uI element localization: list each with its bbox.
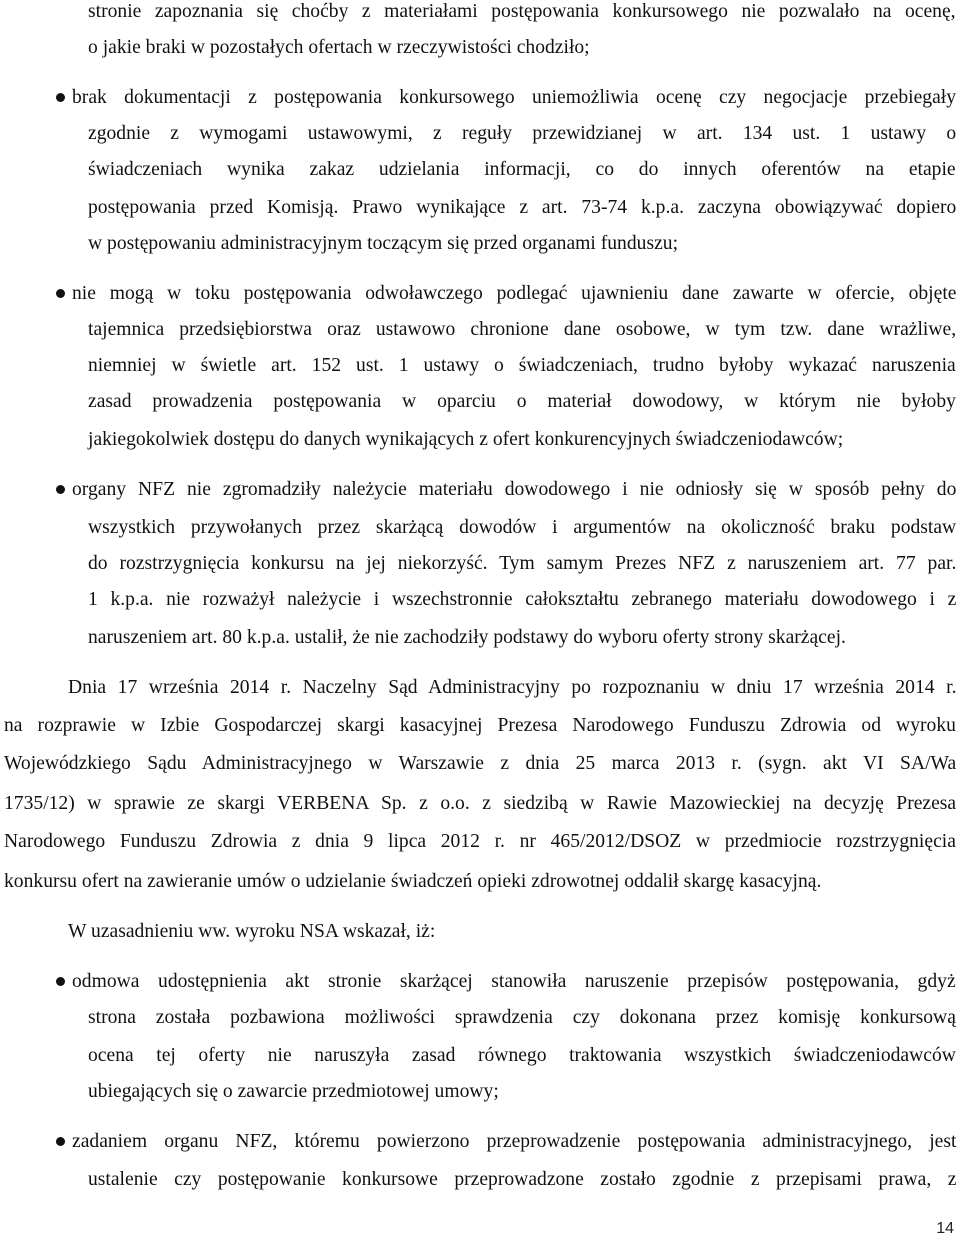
- list-item-text-line: zgodnie z wymogami ustawowymi, z reguły przewidzianej w art. 134 ust. 1 ustawy o: [88, 123, 957, 144]
- paragraph-text-line: Wojewódzkiego Sądu Administracyjnego w Warszawie z dnia 25 marca 2013 r. (sygn. akt VI SA/Wa: [4, 753, 957, 774]
- list-bullet-icon: [56, 93, 65, 102]
- list-item-text-line: niemniej w świetle art. 152 ust. 1 ustawy o świadczeniach, trudno byłoby wykazać naruszenia: [88, 355, 956, 376]
- list-item-text-line: ustalenie czy postępowanie konkursowe przeprowadzone zostało zgodnie z przepisami prawa, z: [88, 1169, 957, 1190]
- list-bullet-icon: [56, 977, 65, 986]
- paragraph-text-line: W uzasadnieniu ww. wyroku NSA wskazał, iż:: [68, 921, 436, 942]
- list-item-text-line: organy NFZ nie zgromadziły należycie materiału dowodowego i nie odniosły się w sposób pełny do: [72, 479, 957, 500]
- list-item-text-line: naruszeniem art. 80 k.p.a. ustalił, że nie zachodziły podstawy do wyboru oferty strony skarżącej.: [88, 627, 846, 648]
- list-item-text-line: odmowa udostępnienia akt stronie skarżącej stanowiła naruszenie przepisów postępowania, gdyż: [72, 971, 956, 992]
- list-item-text-line: ocena tej oferty nie naruszyła zasad równego traktowania wszystkich świadczeniodawców: [88, 1045, 956, 1066]
- list-bullet-icon: [56, 289, 65, 298]
- list-bullet-icon: [56, 485, 65, 494]
- paragraph-text-line: konkursu ofert na zawieranie umów o udzielanie świadczeń opieki zdrowotnej oddalił skargę kasacyjną.: [4, 871, 822, 892]
- list-item-text-line: wszystkich przywołanych przez skarżącą dowodów i argumentów na okoliczność braku podstaw: [88, 517, 957, 538]
- list-item-text-line: strona została pozbawiona możliwości sprawdzenia czy dokonana przez komisję konkursową: [88, 1007, 956, 1028]
- list-item-text-line: postępowania przed Komisją. Prawo wynikające z art. 73-74 k.p.a. zaczyna obowiązywać dopiero: [88, 197, 957, 218]
- paragraph-text-line: 1735/12) w sprawie ze skargi VERBENA Sp. z o.o. z siedzibą w Rawie Mazowieckiej na decyzję Prezesa: [4, 793, 957, 814]
- list-item-text-line: do rozstrzygnięcia konkursu na jej niekorzyść. Tym samym Prezes NFZ z naruszeniem art. 77 par.: [88, 553, 957, 574]
- list-item-text-line: 1 k.p.a. nie rozważył należycie i wszechstronnie całokształtu zebranego materiału dowodowego i z: [88, 589, 957, 610]
- list-item-text-line: w postępowaniu administracyjnym toczącym się przed organami funduszu;: [88, 233, 679, 254]
- paragraph-text-line: na rozprawie w Izbie Gospodarczej skargi kasacyjnej Prezesa Narodowego Funduszu Zdrowia od wyroku: [4, 715, 956, 736]
- list-item-text-line: jakiegokolwiek dostępu do danych wynikających z ofert konkurencyjnych świadczeniodawców;: [88, 429, 844, 450]
- page-number: 14: [936, 1220, 954, 1237]
- paragraph-text-line: Narodowego Funduszu Zdrowia z dnia 9 lipca 2012 r. nr 465/2012/DSOZ w przedmiocie rozstrzygnięcia: [4, 831, 956, 852]
- list-item-text-line: świadczeniach wynika zakaz udzielania informacji, co do innych oferentów na etapie: [88, 159, 956, 180]
- list-item-text-line: zasad prowadzenia postępowania w oparciu o materiał dowodowy, w którym nie byłoby: [88, 391, 956, 412]
- list-bullet-icon: [56, 1137, 65, 1146]
- paragraph-text-line: stronie zapoznania się choćby z materiałami postępowania konkursowego nie pozwalało na ocenę,: [88, 1, 956, 22]
- list-item-text-line: ubiegających się o zawarcie przedmiotowej umowy;: [88, 1081, 499, 1102]
- list-item-text-line: nie mogą w toku postępowania odwoławczego podlegać ujawnieniu dane zawarte w ofercie, objęte: [72, 283, 957, 304]
- paragraph-text-line: Dnia 17 września 2014 r. Naczelny Sąd Administracyjny po rozpoznaniu w dniu 17 września 2014 r.: [68, 677, 957, 698]
- list-item-text-line: zadaniem organu NFZ, któremu powierzono przeprowadzenie postępowania administracyjnego, jest: [72, 1131, 957, 1152]
- paragraph-text-line: o jakie braki w pozostałych ofertach w rzeczywistości chodziło;: [88, 37, 590, 58]
- list-item-text-line: tajemnica przedsiębiorstwa oraz ustawowo chronione dane osobowe, w tym tzw. dane wrażliwe,: [88, 319, 957, 340]
- list-item-text-line: brak dokumentacji z postępowania konkursowego uniemożliwia ocenę czy negocjacje przebiegały: [72, 87, 957, 108]
